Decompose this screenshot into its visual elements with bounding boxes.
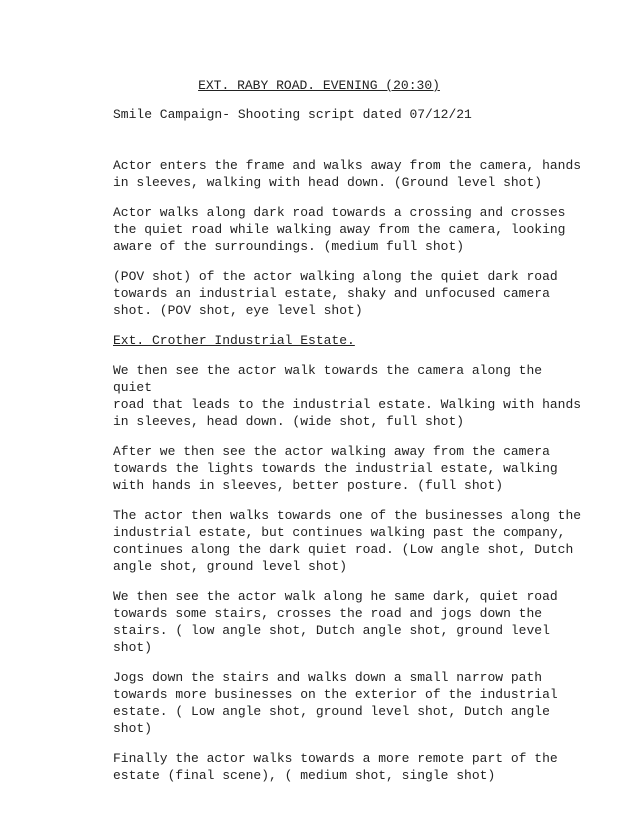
action-paragraph: After we then see the actor walking away from the camera towards the lights towards the industrial estate, walking with hands in sleeves, better posture. (full shot) <box>113 444 558 493</box>
action-paragraph: Jogs down the stairs and walks down a small narrow path towards more businesses on the exterior of the industrial estate. ( Low angle shot, ground level shot, Dutch angle shot) <box>113 670 558 736</box>
action-paragraph: The actor then walks towards one of the businesses along the industrial estate, but continues walking past the company, continues along the dark quiet road. (Low angle shot, Dutch angle shot, ground level shot) <box>113 508 582 574</box>
action-paragraph: We then see the actor walk along he same dark, quiet road towards some stairs, crosses the road and jogs down the stairs. ( low angle shot, Dutch angle shot, ground level shot) <box>113 589 558 655</box>
scene-heading: EXT. RABY ROAD. EVENING (20:30) <box>198 78 440 93</box>
action-paragraph: We then see the actor walk towards the camera along the quiet road that leads to the industrial estate. Walking with hands in sleeves, head down. (wide shot, full shot) <box>113 363 582 429</box>
action-paragraph: (POV shot) of the actor walking along the quiet dark road towards an industrial estate, shaky and unfocused camera shot. (POV shot, eye level shot) <box>113 269 558 318</box>
section-heading: Ext. Crother Industrial Estate. <box>113 333 355 348</box>
action-paragraph: Actor enters the frame and walks away from the camera, hands in sleeves, walking with head down. (Ground level shot) <box>113 158 582 190</box>
action-paragraph: Actor walks along dark road towards a crossing and crosses the quiet road while walking away from the camera, looking aware of the surroundings. (medium full shot) <box>113 205 566 254</box>
action-paragraph: Finally the actor walks towards a more remote part of the estate (final scene), ( medium shot, single shot) <box>113 751 558 783</box>
script-subtitle: Smile Campaign- Shooting script dated 07/12/21 <box>113 107 472 122</box>
script-body <box>113 157 583 797</box>
